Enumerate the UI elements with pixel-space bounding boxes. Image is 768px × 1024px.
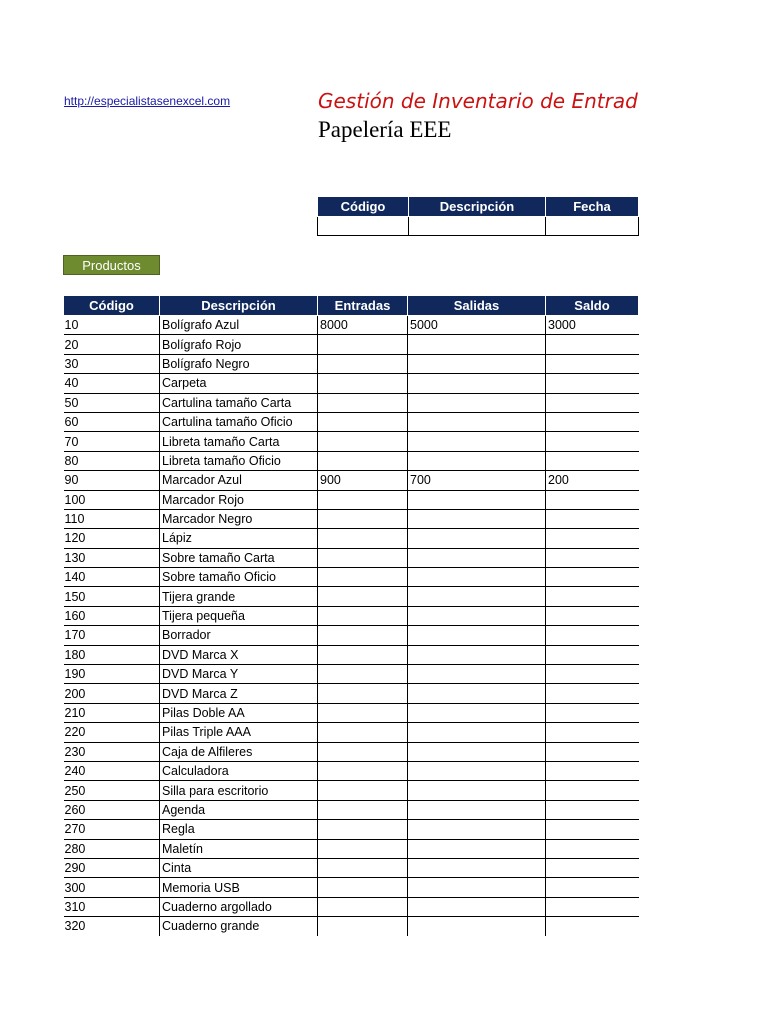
saldo-cell[interactable] — [546, 587, 639, 606]
entradas-cell[interactable] — [318, 568, 408, 587]
descripcion-cell[interactable]: DVD Marca X — [160, 645, 318, 664]
entradas-cell[interactable] — [318, 742, 408, 761]
table-row — [64, 839, 639, 858]
search-header-descripcion: Descripción — [409, 197, 546, 217]
saldo-cell[interactable] — [546, 917, 639, 936]
entradas-cell[interactable] — [318, 626, 408, 645]
descripcion-cell[interactable]: Cuaderno grande — [160, 917, 318, 936]
search-codigo-cell[interactable] — [318, 217, 409, 236]
descripcion-cell[interactable]: Marcador Rojo — [160, 490, 318, 509]
table-row — [64, 800, 639, 819]
search-fecha-cell[interactable] — [546, 217, 639, 236]
saldo-cell[interactable] — [546, 703, 639, 722]
codigo-cell[interactable]: 40 — [64, 374, 160, 393]
descripcion-cell[interactable]: Tijera pequeña — [160, 606, 318, 625]
table-row — [64, 432, 639, 451]
descripcion-cell[interactable]: Pilas Triple AAA — [160, 723, 318, 742]
codigo-cell[interactable]: 130 — [64, 548, 160, 567]
saldo-cell[interactable] — [546, 781, 639, 800]
entradas-cell[interactable] — [318, 354, 408, 373]
salidas-cell[interactable] — [408, 781, 546, 800]
codigo-cell[interactable]: 110 — [64, 509, 160, 528]
codigo-cell[interactable]: 310 — [64, 897, 160, 916]
descripcion-cell[interactable]: Bolígrafo Rojo — [160, 335, 318, 354]
codigo-cell[interactable]: 100 — [64, 490, 160, 509]
codigo-cell[interactable]: 230 — [64, 742, 160, 761]
salidas-cell[interactable] — [408, 412, 546, 431]
search-header-fecha: Fecha — [546, 197, 639, 217]
codigo-cell[interactable]: 70 — [64, 432, 160, 451]
codigo-cell[interactable]: 60 — [64, 412, 160, 431]
table-row — [64, 451, 639, 470]
table-row — [64, 568, 639, 587]
entradas-cell[interactable] — [318, 820, 408, 839]
codigo-cell[interactable]: 250 — [64, 781, 160, 800]
table-row — [64, 471, 639, 490]
table-row — [64, 897, 639, 916]
saldo-cell[interactable] — [546, 568, 639, 587]
salidas-cell[interactable] — [408, 529, 546, 548]
saldo-cell[interactable] — [546, 858, 639, 877]
entradas-cell[interactable] — [318, 490, 408, 509]
saldo-cell[interactable] — [546, 393, 639, 412]
salidas-cell[interactable] — [408, 548, 546, 567]
salidas-cell[interactable] — [408, 839, 546, 858]
saldo-cell[interactable] — [546, 548, 639, 567]
entradas-cell[interactable] — [318, 723, 408, 742]
header-entradas: Entradas — [318, 296, 408, 316]
codigo-cell[interactable]: 150 — [64, 587, 160, 606]
salidas-cell[interactable] — [408, 820, 546, 839]
salidas-cell[interactable] — [408, 568, 546, 587]
salidas-cell[interactable] — [408, 742, 546, 761]
codigo-cell[interactable]: 270 — [64, 820, 160, 839]
codigo-cell[interactable]: 300 — [64, 878, 160, 897]
entradas-cell[interactable] — [318, 432, 408, 451]
table-row — [64, 335, 639, 354]
descripcion-cell[interactable]: Maletín — [160, 839, 318, 858]
saldo-cell[interactable] — [546, 878, 639, 897]
table-row — [64, 723, 639, 742]
codigo-cell[interactable]: 80 — [64, 451, 160, 470]
salidas-cell[interactable] — [408, 800, 546, 819]
entradas-cell[interactable] — [318, 587, 408, 606]
saldo-cell[interactable] — [546, 335, 639, 354]
codigo-cell[interactable]: 190 — [64, 665, 160, 684]
table-row — [64, 684, 639, 703]
table-row — [64, 626, 639, 645]
saldo-cell[interactable] — [546, 897, 639, 916]
header-saldo: Saldo — [546, 296, 639, 316]
codigo-cell[interactable]: 200 — [64, 684, 160, 703]
salidas-cell[interactable] — [408, 354, 546, 373]
descripcion-cell[interactable]: Bolígrafo Azul — [160, 316, 318, 335]
descripcion-cell[interactable]: Agenda — [160, 800, 318, 819]
salidas-cell[interactable]: 700 — [408, 471, 546, 490]
codigo-cell[interactable]: 170 — [64, 626, 160, 645]
codigo-cell[interactable]: 220 — [64, 723, 160, 742]
saldo-cell[interactable] — [546, 412, 639, 431]
codigo-cell[interactable]: 180 — [64, 645, 160, 664]
salidas-cell[interactable] — [408, 509, 546, 528]
salidas-cell[interactable] — [408, 626, 546, 645]
entradas-cell[interactable] — [318, 393, 408, 412]
entradas-cell[interactable] — [318, 374, 408, 393]
codigo-cell[interactable]: 320 — [64, 919, 86, 934]
entradas-cell[interactable]: 8000 — [318, 316, 408, 335]
codigo-cell[interactable]: 260 — [64, 800, 160, 819]
table-row — [64, 374, 639, 393]
codigo-cell[interactable]: 210 — [64, 703, 160, 722]
entradas-cell[interactable] — [318, 529, 408, 548]
salidas-cell[interactable] — [408, 606, 546, 625]
descripcion-cell[interactable]: Silla para escritorio — [160, 781, 318, 800]
salidas-cell[interactable] — [408, 665, 546, 684]
table-row — [64, 393, 639, 412]
codigo-cell[interactable]: 290 — [64, 858, 160, 877]
entradas-cell[interactable] — [318, 606, 408, 625]
table-row — [64, 781, 639, 800]
codigo-cell[interactable]: 30 — [64, 354, 160, 373]
saldo-cell[interactable]: 3000 — [546, 316, 639, 335]
salidas-cell[interactable] — [408, 917, 546, 936]
header-codigo: Código — [64, 296, 160, 316]
salidas-cell[interactable] — [408, 703, 546, 722]
entradas-cell[interactable] — [318, 645, 408, 664]
entradas-cell[interactable] — [318, 335, 408, 354]
entradas-cell[interactable] — [318, 858, 408, 877]
search-table — [317, 196, 639, 236]
saldo-cell[interactable] — [546, 839, 639, 858]
search-header-codigo: Código — [318, 197, 409, 217]
saldo-cell[interactable] — [546, 761, 639, 780]
entradas-cell[interactable] — [318, 665, 408, 684]
saldo-cell[interactable] — [546, 800, 639, 819]
productos-button[interactable]: Productos — [63, 255, 160, 275]
descripcion-cell[interactable]: Memoria USB — [160, 878, 318, 897]
salidas-cell[interactable] — [408, 684, 546, 703]
saldo-cell[interactable] — [546, 509, 639, 528]
entradas-cell[interactable] — [318, 451, 408, 470]
salidas-cell[interactable] — [408, 393, 546, 412]
saldo-cell[interactable] — [546, 665, 639, 684]
entradas-cell[interactable] — [318, 703, 408, 722]
descripcion-cell[interactable]: Regla — [160, 820, 318, 839]
table-row — [64, 354, 639, 373]
saldo-cell[interactable] — [546, 626, 639, 645]
entradas-cell[interactable] — [318, 509, 408, 528]
saldo-cell[interactable] — [546, 645, 639, 664]
descripcion-cell[interactable]: Marcador Azul — [160, 471, 318, 490]
saldo-cell[interactable] — [546, 490, 639, 509]
website-link[interactable]: http://especialistasenexcel.com — [64, 94, 231, 108]
entradas-cell[interactable] — [318, 917, 408, 936]
salidas-cell[interactable] — [408, 723, 546, 742]
codigo-cell[interactable]: 90 — [64, 471, 160, 490]
descripcion-cell[interactable]: DVD Marca Y — [160, 665, 318, 684]
entradas-cell[interactable] — [318, 412, 408, 431]
header-salidas: Salidas — [408, 296, 546, 316]
table-row — [64, 858, 639, 877]
page-title: Gestión de Inventario de Entrad — [318, 89, 638, 113]
salidas-cell[interactable] — [408, 374, 546, 393]
descripcion-cell[interactable]: Bolígrafo Negro — [160, 354, 318, 373]
descripcion-cell[interactable]: Libreta tamaño Oficio — [160, 451, 318, 470]
table-row — [64, 316, 639, 335]
saldo-cell[interactable] — [546, 529, 639, 548]
entradas-cell[interactable] — [318, 878, 408, 897]
table-row — [64, 742, 639, 761]
salidas-cell[interactable] — [408, 490, 546, 509]
entradas-cell[interactable] — [318, 897, 408, 916]
salidas-cell[interactable] — [408, 761, 546, 780]
saldo-cell[interactable]: 200 — [546, 471, 639, 490]
table-row — [64, 548, 639, 567]
saldo-cell[interactable] — [546, 820, 639, 839]
entradas-cell[interactable]: 900 — [318, 471, 408, 490]
table-row — [64, 703, 639, 722]
entradas-cell[interactable] — [318, 800, 408, 819]
descripcion-cell[interactable]: Cartulina tamaño Carta — [160, 393, 318, 412]
codigo-cell[interactable]: 160 — [64, 606, 160, 625]
descripcion-cell[interactable]: Cuaderno argollado — [160, 897, 318, 916]
salidas-cell[interactable] — [408, 432, 546, 451]
table-row — [64, 665, 639, 684]
salidas-cell[interactable] — [408, 587, 546, 606]
table-row — [64, 606, 639, 625]
table-row — [64, 917, 639, 936]
search-descripcion-cell[interactable] — [409, 217, 546, 236]
descripcion-cell[interactable]: Pilas Doble AA — [160, 703, 318, 722]
saldo-cell[interactable] — [546, 723, 639, 742]
codigo-cell[interactable]: 10 — [64, 316, 160, 335]
codigo-cell[interactable]: 120 — [64, 529, 160, 548]
saldo-cell[interactable] — [546, 606, 639, 625]
descripcion-cell[interactable]: Cartulina tamaño Oficio — [160, 412, 318, 431]
entradas-cell[interactable] — [318, 761, 408, 780]
table-row — [64, 490, 639, 509]
descripcion-cell[interactable]: Libreta tamaño Carta — [160, 432, 318, 451]
inventory-body — [64, 316, 639, 936]
entradas-cell[interactable] — [318, 548, 408, 567]
descripcion-cell[interactable]: Carpeta — [160, 374, 318, 393]
saldo-cell[interactable] — [546, 374, 639, 393]
descripcion-cell[interactable]: Caja de Alfileres — [160, 742, 318, 761]
saldo-cell[interactable] — [546, 742, 639, 761]
salidas-cell[interactable] — [408, 858, 546, 877]
descripcion-cell[interactable]: Sobre tamaño Oficio — [160, 568, 318, 587]
entradas-cell[interactable] — [318, 781, 408, 800]
codigo-cell[interactable]: 140 — [64, 568, 160, 587]
descripcion-cell[interactable]: Calculadora — [160, 761, 318, 780]
codigo-cell[interactable]: 50 — [64, 393, 160, 412]
title-container — [318, 86, 638, 116]
table-row — [64, 761, 639, 780]
salidas-cell[interactable] — [408, 451, 546, 470]
descripcion-cell[interactable]: Sobre tamaño Carta — [160, 548, 318, 567]
table-row — [64, 412, 639, 431]
table-row — [64, 509, 639, 528]
entradas-cell[interactable] — [318, 839, 408, 858]
saldo-cell[interactable] — [546, 432, 639, 451]
inventory-table — [63, 295, 639, 936]
descripcion-cell[interactable]: Borrador — [160, 626, 318, 645]
entradas-cell[interactable] — [318, 684, 408, 703]
codigo-cell[interactable]: 20 — [64, 335, 160, 354]
table-row — [64, 820, 639, 839]
descripcion-cell[interactable]: DVD Marca Z — [160, 684, 318, 703]
header-descripcion: Descripción — [160, 296, 318, 316]
salidas-cell[interactable]: 5000 — [408, 316, 546, 335]
descripcion-cell[interactable]: Marcador Negro — [160, 509, 318, 528]
salidas-cell[interactable] — [408, 335, 546, 354]
descripcion-cell[interactable]: Tijera grande — [160, 587, 318, 606]
table-row — [64, 878, 639, 897]
descripcion-cell[interactable]: Cinta — [160, 858, 318, 877]
descripcion-cell[interactable]: Lápiz — [160, 529, 318, 548]
page-subtitle: Papelería EEE — [318, 117, 452, 142]
salidas-cell[interactable] — [408, 897, 546, 916]
table-row — [64, 645, 639, 664]
table-row — [64, 529, 639, 548]
saldo-cell[interactable] — [546, 684, 639, 703]
salidas-cell[interactable] — [408, 645, 546, 664]
codigo-cell[interactable]: 280 — [64, 839, 160, 858]
salidas-cell[interactable] — [408, 878, 546, 897]
codigo-cell[interactable]: 240 — [64, 761, 160, 780]
table-row — [64, 587, 639, 606]
saldo-cell[interactable] — [546, 354, 639, 373]
saldo-cell[interactable] — [546, 451, 639, 470]
